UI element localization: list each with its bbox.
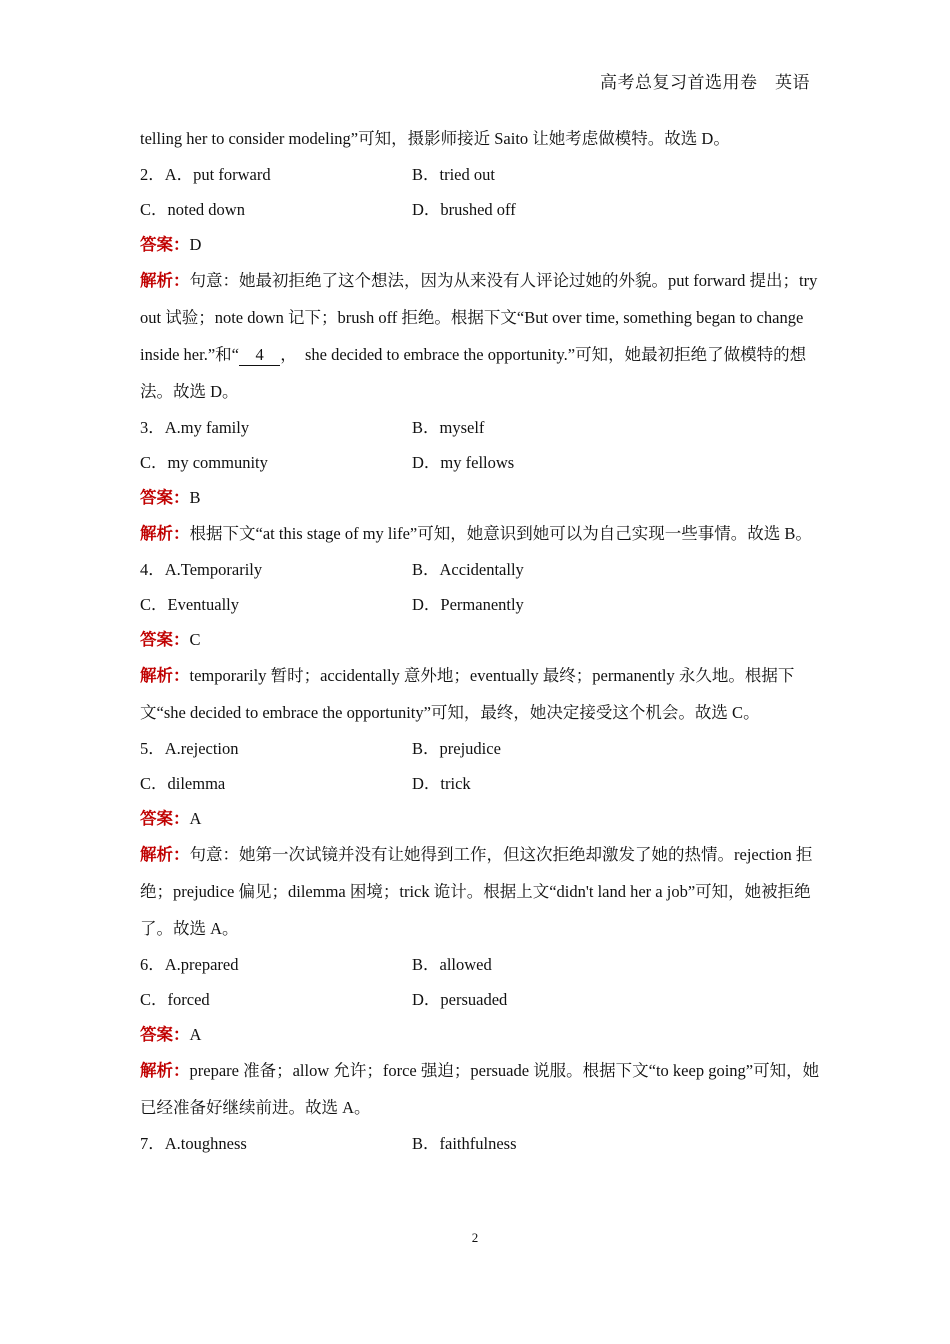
question-6 — [140, 947, 820, 1126]
intro-line: telling her to consider modeling”可知，摄影师接近 Saito 让她考虑做模特。故选 D。 — [140, 129, 730, 148]
option-b: B．faithfulness — [412, 1134, 517, 1153]
answer-label: 答案： — [140, 809, 190, 828]
options-row — [140, 766, 820, 801]
answer-line — [140, 227, 820, 262]
question-4 — [140, 552, 820, 731]
answer-value: A — [189, 809, 202, 828]
answer-line — [140, 480, 820, 515]
option-a: 3．A.my family — [140, 418, 250, 437]
option-b: B．myself — [412, 418, 485, 437]
analysis-label: 解析： — [140, 1061, 190, 1080]
option-d: D．persuaded — [412, 990, 508, 1009]
options-row — [140, 587, 820, 622]
analysis-text: 根据下文“at this stage of my life”可知，她意识到她可以为自己实现一些事情。故选 B。 — [189, 524, 812, 543]
option-c: C．Eventually — [140, 595, 239, 614]
answer-value: C — [189, 630, 201, 649]
answer-label: 答案： — [140, 630, 190, 649]
options-row — [140, 445, 820, 480]
question-5 — [140, 731, 820, 947]
options-row — [140, 552, 820, 587]
analysis-text: 句意：她第一次试镜并没有让她得到工作，但这次拒绝却激发了她的热情。rejection 拒绝；prejudice 偏见；dilemma 困境；trick 诡计。根据上文“didn't land her a job”可知，她被拒绝了。故选 A。 — [140, 845, 813, 938]
analysis-label: 解析： — [140, 845, 190, 864]
options-row — [140, 410, 820, 445]
analysis-label: 解析： — [140, 524, 190, 543]
analysis-text: 句意：她最初拒绝了这个想法，因为从来没有人评论过她的外貌。put forward 提出；try out 试验；note down 记下；brush off 拒绝。根据下文“But over time, something began to change inside her.”和“ — [140, 271, 818, 364]
answer-value: A — [189, 1025, 202, 1044]
options-row — [140, 947, 820, 982]
page-number: 2 — [471, 1230, 479, 1245]
answer-label: 答案： — [140, 235, 190, 254]
options-row — [140, 192, 820, 227]
option-a: 7．A.toughness — [140, 1134, 247, 1153]
option-c: C．noted down — [140, 200, 245, 219]
option-a: 2．A．put forward — [140, 165, 271, 184]
option-b: B．prejudice — [412, 739, 501, 758]
option-b: B．Accidentally — [412, 560, 524, 579]
analysis-text: temporarily 暂时；accidentally 意外地；eventually 最终；permanently 永久地。根据下文“she decided to embrace the opportunity”可知，最终，她决定接受这个机会。故选 C。 — [140, 666, 795, 722]
options-row — [140, 1126, 820, 1161]
option-d: D．trick — [412, 774, 471, 793]
option-d: D．brushed off — [412, 200, 516, 219]
answer-value: D — [189, 235, 202, 254]
document-body — [140, 120, 820, 1161]
answer-line — [140, 1017, 820, 1052]
option-a: 6．A.prepared — [140, 955, 239, 974]
analysis-para — [140, 1052, 820, 1126]
options-row — [140, 982, 820, 1017]
options-row — [140, 731, 820, 766]
analysis-para — [140, 836, 820, 947]
page-header: 高考总复习首选用卷 英语 — [600, 73, 810, 92]
question-3 — [140, 410, 820, 552]
option-d: D．Permanently — [412, 595, 524, 614]
analysis-para — [140, 515, 820, 552]
option-c: C．forced — [140, 990, 210, 1009]
option-b: B．tried out — [412, 165, 495, 184]
analysis-label: 解析： — [140, 271, 190, 290]
analysis-label: 解析： — [140, 666, 190, 685]
option-a: 5．A.rejection — [140, 739, 239, 758]
blank-number: 4 — [238, 345, 281, 364]
analysis-text: prepare 准备；allow 允许；force 强迫；persuade 说服。根据下文“to keep going”可知，她已经准备好继续前进。故选 A。 — [140, 1061, 820, 1117]
answer-line — [140, 801, 820, 836]
option-c: C．my community — [140, 453, 268, 472]
question-2 — [140, 157, 820, 410]
answer-label: 答案： — [140, 1025, 190, 1044]
analysis-text: ， she decided to embrace the opportunity.”可知，她最初拒绝了做模特的想法。故选 D。 — [140, 345, 807, 401]
analysis-para — [140, 657, 820, 731]
answer-label: 答案： — [140, 488, 190, 507]
answer-value: B — [189, 488, 201, 507]
option-b: B．allowed — [412, 955, 492, 974]
analysis-para — [140, 262, 820, 410]
option-c: C．dilemma — [140, 774, 226, 793]
options-row — [140, 157, 820, 192]
answer-line — [140, 622, 820, 657]
question-7 — [140, 1126, 820, 1161]
option-d: D．my fellows — [412, 453, 515, 472]
option-a: 4．A.Temporarily — [140, 560, 263, 579]
